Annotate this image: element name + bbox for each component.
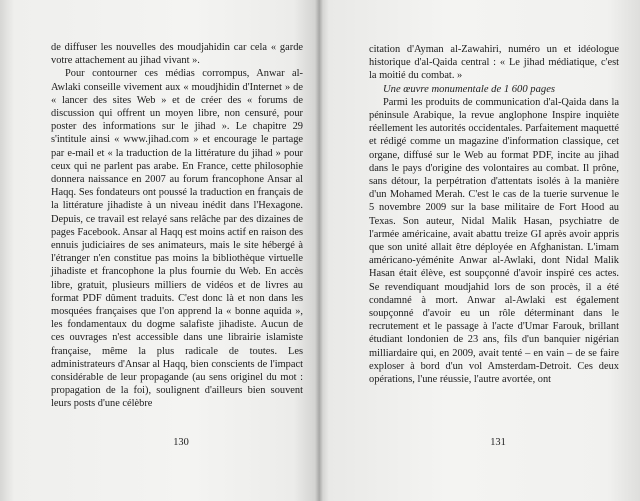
left-page	[0, 0, 319, 501]
left-paragraph-1: de diffuser les nouvelles des moudjahidin car cela « garde votre attachement au jihad vivant ».	[51, 42, 303, 67]
page-number-right: 131	[490, 437, 506, 448]
left-page-text	[51, 41, 303, 411]
section-heading: Une œuvre monumentale de 1 600 pages	[383, 83, 556, 95]
left-paragraph-2: Pour contourner ces médias corrompus, Anwar al-Awlaki conseille vivement aux « moudjhidin d'Internet » de « lancer des sites Web » et de créer des « forums de discussion qui offrent un moyen libre, non censuré, pour poster des informations sur le jihad ». Le chapitre 29 s'intitule ainsi « www.jihad.com » et encourage le partage par e-mail et « la traduction de la littérature du jihad » pour ceux qui ne parlent pas arabe. En France, cette philosophie donnera naissance en 2007 au forum francophone Ansar al Haqq. Ses fondateurs ont poussé la traduction en français de la littérature jihadiste à un niveau inédit dans l'Hexagone. Depuis, ce travail est relayé sans relâche par des dizaines de pages Facebook. Ansar al Haqq est moins actif en raison des ennuis judiciaires de ses animateurs, mais le site hébergé à l'étranger n'en constitue pas moins la bibliothèque virtuelle jihadiste et francophone la plus fournie du Web. En accès libre, gratuit, plusieurs milliers de vidéos et de livres au format PDF dûment traduits. C'est donc là et non dans les mosquées françaises que l'on apprend la « bonne aquida », les fondamentaux du dogme salafiste jihadiste. Aucun de ces ouvrages n'est accessible dans une librairie islamiste française, même la plus radicale de toutes. Les administrateurs d'Ansar al Haqq, bien conscients de l'impact considérable de leur propagande (au sens originel du mot : propagation de la foi), soulignent d'ailleurs bien souvent leurs posts d'une célèbre	[51, 68, 303, 410]
right-page-text	[369, 43, 619, 386]
right-page	[319, 0, 640, 501]
page-number-left: 130	[173, 437, 189, 448]
right-intro-paragraph: citation d'Ayman al-Zawahiri, numéro un et idéologue historique d'al-Qaida central : « Le jihad médiatique, c'est la moitié du combat. »	[369, 44, 619, 82]
book-gutter	[315, 0, 323, 501]
right-body-paragraph: Parmi les produits de communication d'al-Qaida dans la péninsule Arabique, la revue anglophone Inspire inquiète réellement les autorités occidentales. Parfaitement maquetté et rédigé comme un magazine d'information classique, cet organe, diffusé sur le Web au format PDF, incite au jihad dans le pays d'origine des volontaires au combat. Il prône, sans détour, la perpétration d'attentats isolés à la manière d'un Mohamed Merah. C'est le cas de la tuerie survenue le 5 novembre 2009 sur la base militaire de Fort Hood au Texas. Son auteur, Nidal Malik Hasan, psychiatre de l'armée américaine, avait abattu treize GI après avoir appris que son unité allait être déployée en Afghanistan. L'imam américano-yéménite Anwar al-Awlaki, dont Nidal Malik Hasan était élève, est soupçonné d'avoir inspiré ces actes. Se revendiquant moudjahid lors de son procès, il a été condamné à mort. Anwar al-Awlaki est également soupçonné d'avoir eu un rôle déterminant dans le recrutement et le passage à l'acte d'Umar Farouk, brillant étudiant londonien de 23 ans, fils d'un banquier nigérian milliardaire qui, en 2009, avait tenté – en vain – de se faire exploser à bord d'un vol Amsterdam-Detroit. Ces deux opérations, l'une réussie, l'autre avortée, ont	[369, 96, 619, 386]
